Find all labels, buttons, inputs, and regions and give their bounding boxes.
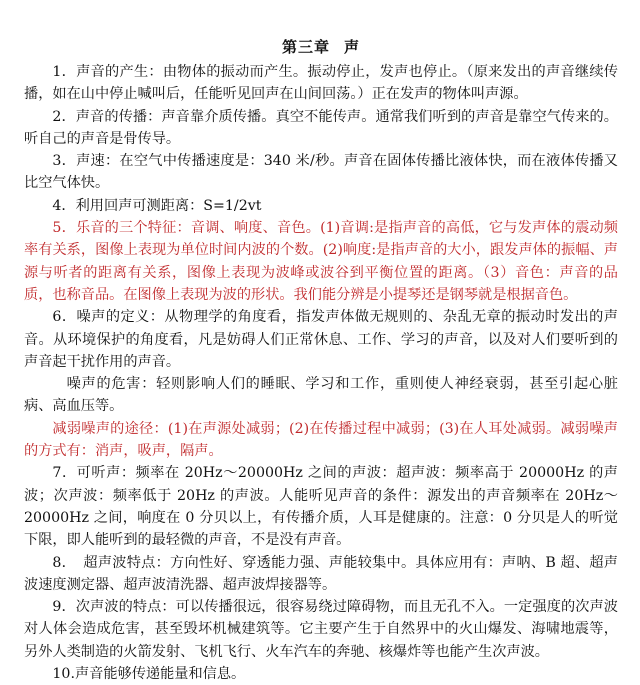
paragraph-noise-definition: 6．噪声的定义：从物理学的角度看，指发声体做无规则的、杂乱无章的振动时发出的声音。从环境保护的角度看，凡是妨碍人们正常休息、工作、学习的声音，以及对人们要听到的声音起干扰作用的声音。 xyxy=(24,309,618,370)
paragraph-echo-distance: 4．利用回声可测距离：S=1/2vt xyxy=(52,197,262,214)
chapter-number: 第三章 xyxy=(281,38,330,56)
chapter-subject: 声 xyxy=(344,38,361,56)
paragraph-audible-sound: 7．可听声：频率在 20Hz～20000Hz 之间的声波：超声波：频率高于 20000Hz 的声波；次声波：频率低于 20Hz 的声波。人能听见声音的条件：源发出的声音频率在 20Hz～20000Hz 之间，响度在 0 分贝以上，有传播介质，人耳是健康的。注意：0 分贝是人的听觉下限，即人能听到的最轻微的声音，不是没有声音。 xyxy=(24,465,618,549)
paragraph-noise-hazards: 噪声的危害：轻则影响人们的睡眠、学习和工作，重则使人神经衰弱，甚至引起心脏病、高血压等。 xyxy=(24,376,618,415)
paragraph-infrasound: 9．次声波的特点：可以传播很远，很容易绕过障碍物，而且无孔不入。一定强度的次声波对人体会造成危害，甚至毁坏机械建筑等。它主要产生于自然界中的火山爆发、海啸地震等，另外人类制造的火箭发射、飞机飞行、火车汽车的奔驰、核爆炸等也能产生次声波。 xyxy=(24,599,618,660)
paragraph-ultrasound: 8． 超声波特点：方向性好、穿透能力强、声能较集中。具体应用有：声呐、B 超、超声波速度测定器、超声波清洗器、超声波焊接器等。 xyxy=(24,554,618,593)
paragraph-noise-reduction: 减弱噪声的途径：(1)在声源处减弱；(2)在传播过程中减弱；(3)在人耳处减弱。减弱噪声的方式有：消声，吸声，隔声。 xyxy=(24,420,618,460)
paragraph-sound-production: 1．声音的产生：由物体的振动而产生。振动停止，发声也停止。（原来发出的声音继续传播，如在山中停止喊叫后，任能听见回声在山间回荡。）正在发声的物体叫声源。 xyxy=(24,64,618,103)
paragraph-energy-information: 10.声音能够传递能量和信息。 xyxy=(52,666,246,683)
paragraph-sound-speed: 3．声速：在空气中传播速度是：340 米/秒。声音在固体传播比液体快，而在液体传播又比空气体快。 xyxy=(24,153,618,192)
chapter-title xyxy=(24,37,618,57)
paragraph-musical-tone-features: 5．乐音的三个特征：音调、响度、音色。(1)音调:是指声音的高低，它与发声体的震动频率有关系，图像上表现为单位时间内波的个数。(2)响度:是指声音的大小，跟发声体的振幅、声源与听者的距离有关系，图像上表现为波峰或波谷到平衡位置的距离。（3）音色：声音的品质，也称音品。在图像上表现为波的形状。我们能分辨是小提琴还是钢琴就是根据音色。 xyxy=(24,220,618,303)
paragraph-sound-propagation: 2．声音的传播：声音靠介质传播。真空不能传声。通常我们听到的声音是靠空气传来的。听自己的声音是骨传导。 xyxy=(24,108,618,147)
